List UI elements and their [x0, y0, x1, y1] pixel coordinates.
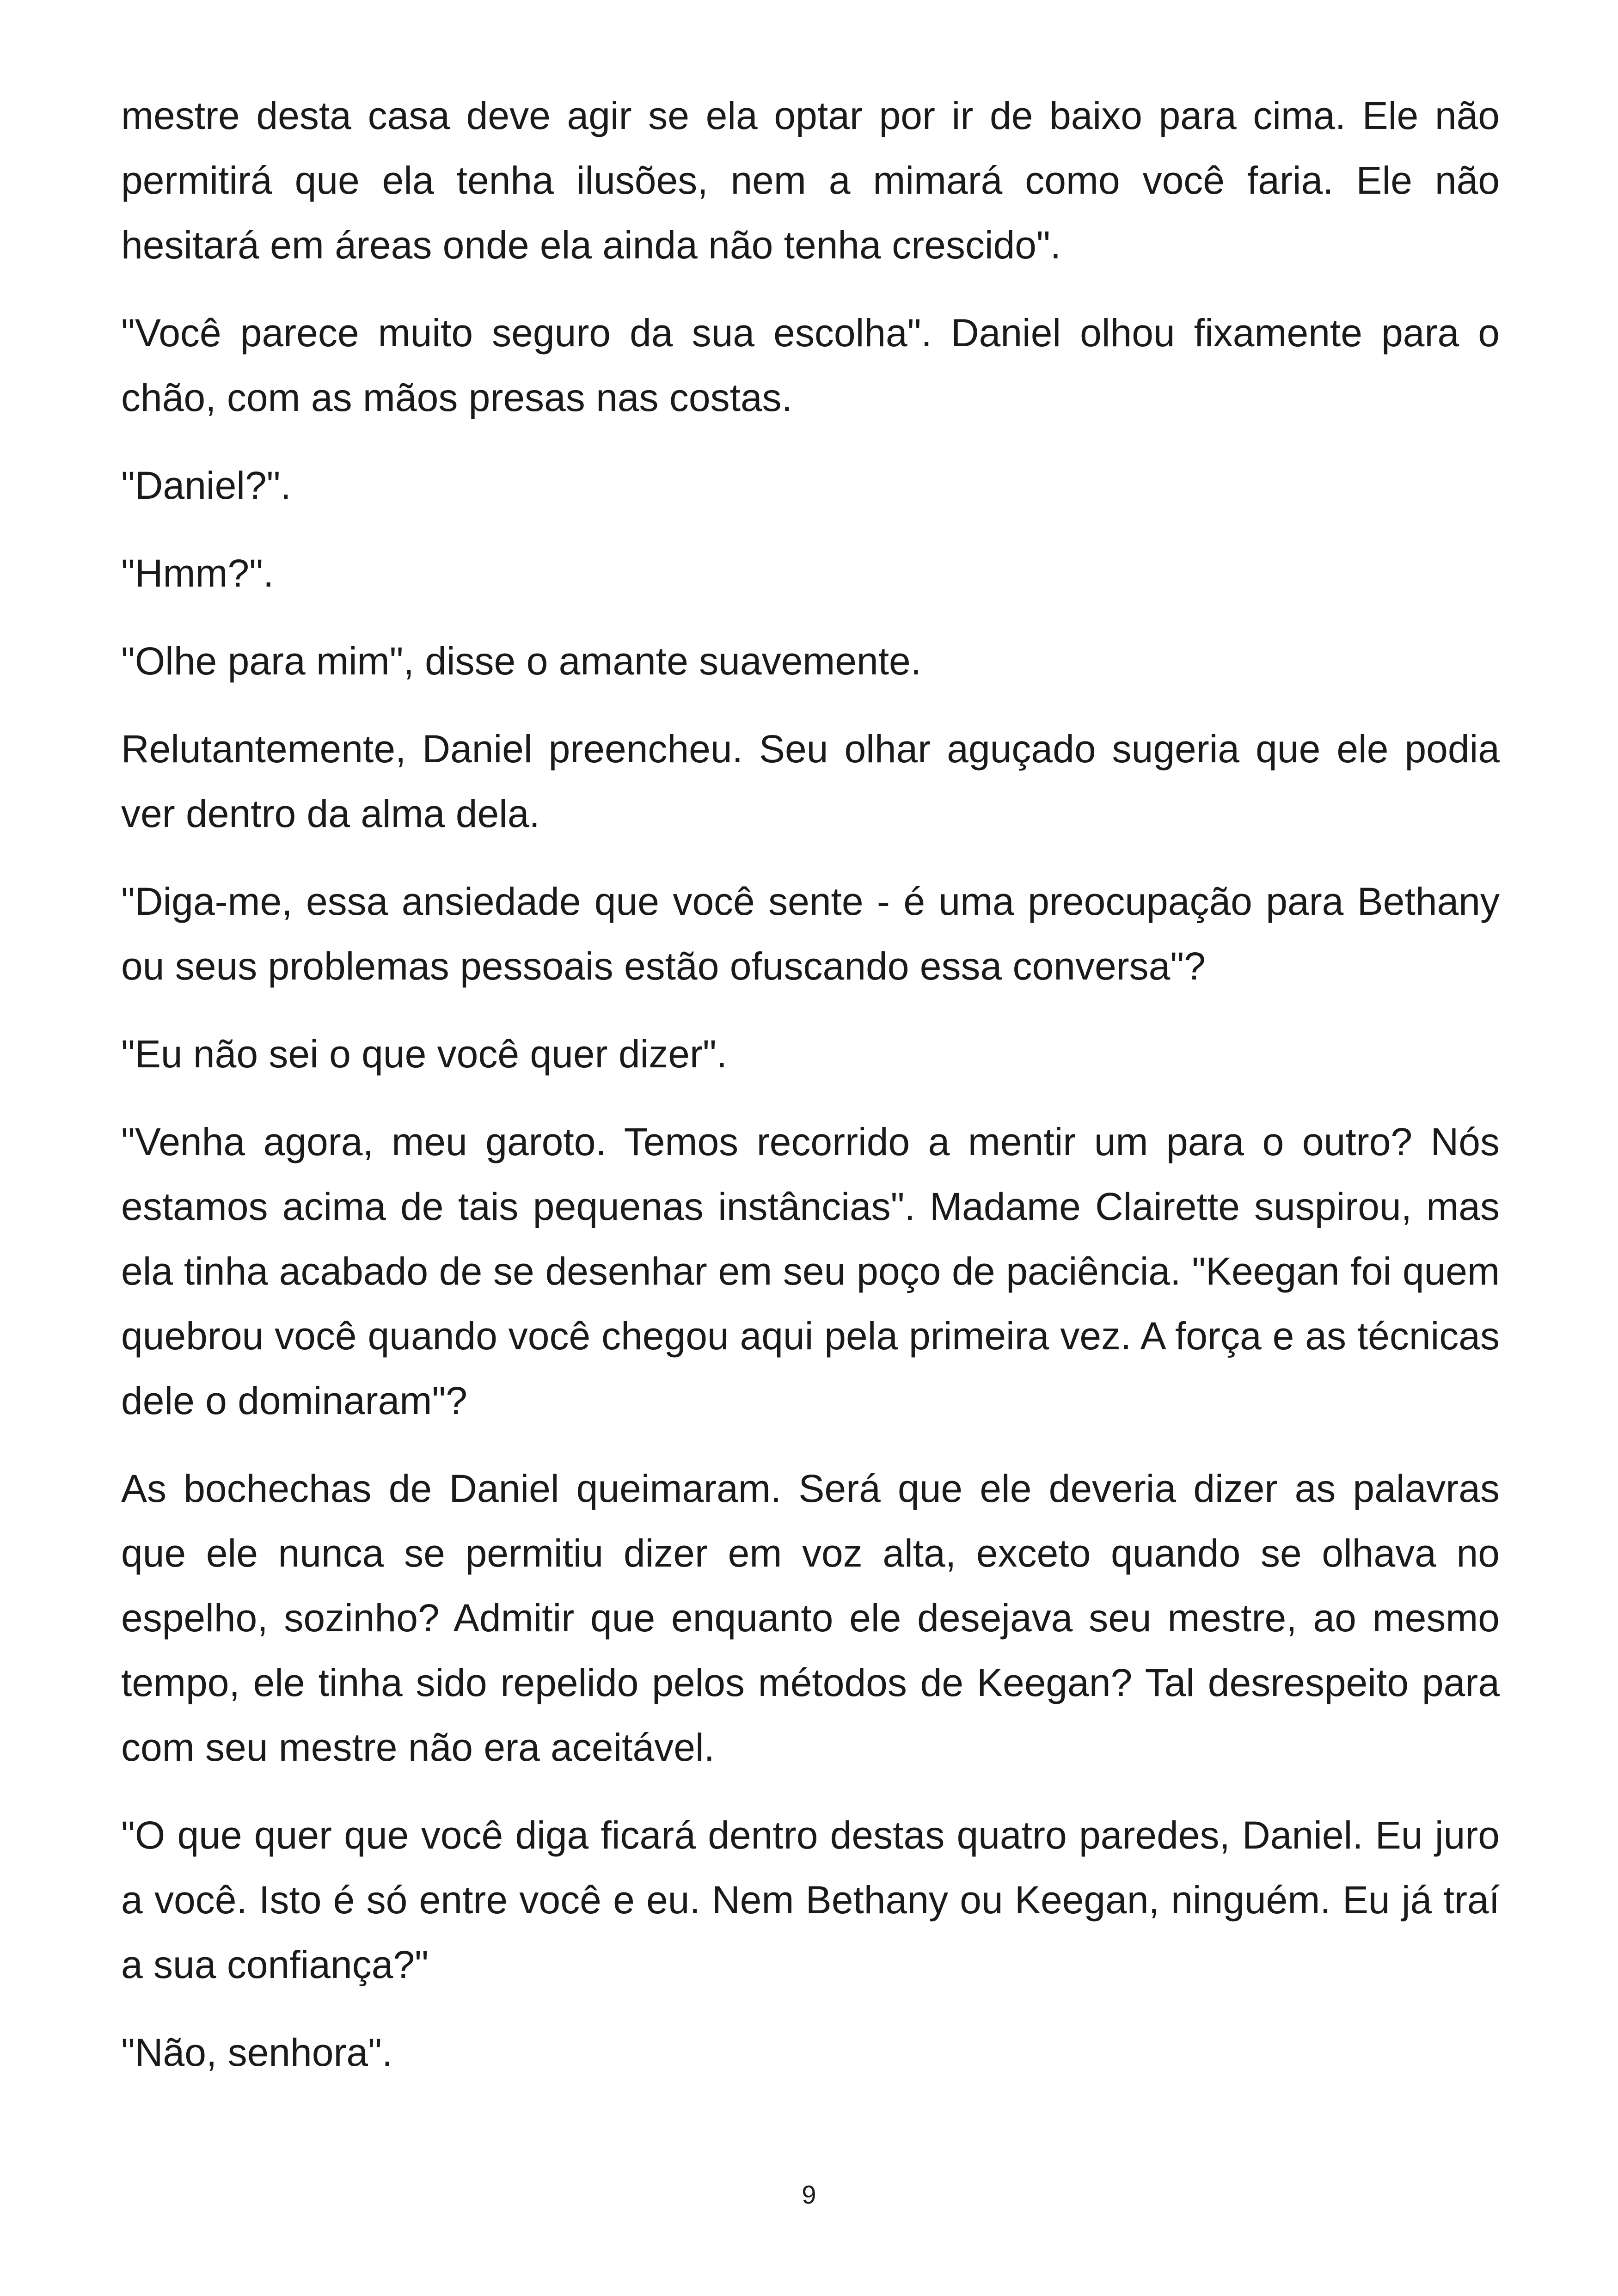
page-number: 9: [802, 2180, 816, 2209]
paragraph: "Olhe para mim", disse o amante suavemente.: [121, 639, 922, 683]
paragraph: As bochechas de Daniel queimaram. Será que ele deveria dizer as palavras que ele nunca se permitiu dizer em voz alta, exceto quando se olhava no espelho, sozinho? Admitir que enquanto ele desejava seu mestre, ao mesmo tempo, ele tinha sido repelido pelos métodos de Keegan? Tal desrespeito para com seu mestre não era aceitável.: [121, 1467, 1500, 1769]
paragraph: "Eu não sei o que você quer dizer".: [121, 1032, 728, 1076]
body-text: [121, 83, 1500, 2108]
paragraph: "O que quer que você diga ficará dentro destas quatro paredes, Daniel. Eu juro a você. Isto é só entre você e eu. Nem Bethany ou Keegan, ninguém. Eu já traí a sua confiança?": [121, 1813, 1500, 1986]
paragraph: "Daniel?".: [121, 464, 291, 507]
paragraph: mestre desta casa deve agir se ela optar por ir de baixo para cima. Ele não permitirá que ela tenha ilusões, nem a mimará como você faria. Ele não hesitará em áreas onde ela ainda não tenha crescido".: [121, 94, 1500, 267]
paragraph: "Hmm?".: [121, 551, 274, 595]
paragraph: "Diga-me, essa ansiedade que você sente - é uma preocupação para Bethany ou seus problemas pessoais estão ofuscando essa conversa"?: [121, 880, 1500, 988]
paragraph: "Você parece muito seguro da sua escolha". Daniel olhou fixamente para o chão, com as mãos presas nas costas.: [121, 311, 1500, 419]
paragraph: "Não, senhora".: [121, 2031, 393, 2074]
paragraph: Relutantemente, Daniel preencheu. Seu olhar aguçado sugeria que ele podia ver dentro da alma dela.: [121, 727, 1500, 835]
paragraph: "Venha agora, meu garoto. Temos recorrido a mentir um para o outro? Nós estamos acima de tais pequenas instâncias". Madame Clairette suspirou, mas ela tinha acabado de se desenhar em seu poço de paciência. "Keegan foi quem quebrou você quando você chegou aqui pela primeira vez. A força e as técnicas dele o dominaram"?: [121, 1120, 1500, 1422]
